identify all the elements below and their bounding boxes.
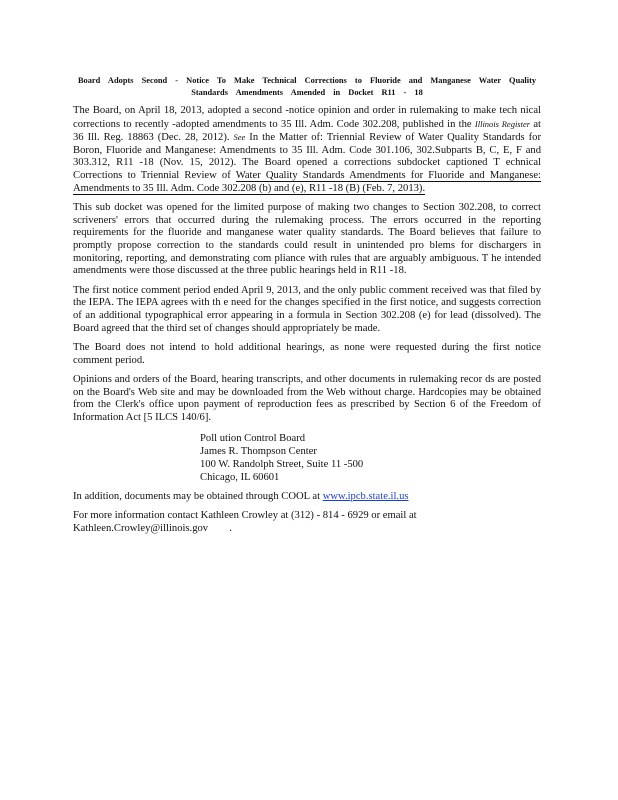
board-address [200, 432, 541, 484]
paragraph-hearings: The Board does not intend to hold additional hearings, as none were requested during the first notice comment period. [73, 342, 541, 366]
address-line-3: 100 W. Randolph Street, Suite 11 -500 [200, 458, 364, 470]
p1-see: See [233, 132, 246, 143]
paragraph-contact [73, 510, 541, 535]
contact-text: For more information contact Kathleen Crowley at (312) - 814 - 6929 or email at [73, 510, 417, 522]
address-line-1: Poll ution Control Board [200, 432, 306, 444]
p1-text-a: The Board, on April 18, 2013, adopted a second -notice opinion and order in rulemaking to make tech nical corrections to recently -adopted amendments to 35 Ill. Adm. Code 302.208, published in the [73, 105, 541, 130]
p1-docket-caption: Water Quality Standards Amendments for Fluoride and Manganese: Amendments to 35 Ill. Adm. Code 302.208 (b) and (e), R11 -18 (B) (Feb. 7, 2013). [73, 169, 541, 194]
paragraph-subdocket: This sub docket was opened for the limited purpose of making two changes to Section 302.208, to correct scriveners' errors that occurred during the rulemaking process. The errors occurred in the reporting requirements for the fluoride and manganese water quality standards. The Board believes that failure to promptly propose correction to the standards could result in unintended pro blems for dischargers in monitoring, reporting, and demonstrating com pliance with rules that are arguably ambiguous. T he intended amendments were those discussed at the three public hearings held in R11 -18. [73, 202, 541, 277]
document-body [73, 105, 541, 542]
cool-text: In addition, documents may be obtained through COOL at [73, 490, 323, 502]
website-link[interactable]: www.ipcb.state.il.us [322, 490, 409, 502]
contact-end: . [229, 522, 232, 534]
paragraph-cool [73, 491, 541, 504]
paragraph-adoption [73, 105, 541, 195]
paragraph-comments: The first notice comment period ended April 9, 2013, and the only public comment received was that filed by the IEPA. The IEPA agrees with th e need for the changes specified in the first notice, and suggests correction of an additional typographical error appearing in a formula in Section 302.208 (e) for lead (dissolved). The Board agreed that the third set of changes should appropriately be made. [73, 284, 541, 334]
paragraph-documents: Opinions and orders of the Board, hearing transcripts, and other documents in rulemaking recor ds are posted on the Board's Web site and may be downloaded from the Web without charge. Hardcopies may be obtained from the Clerk's office upon payment of reproduction fees as prescribed by Section 6 of the Freedom of Information Act [5 ILCS 140/6]. [73, 374, 541, 424]
document-title: Board Adopts Second - Notice To Make Technical Corrections to Fluoride and Manganese Water Quality Standards Amendments Amended in Docket R11 - 18 [77, 76, 537, 97]
p1-text-c: at 36 Ill. Reg. 18863 (Dec. 28, 2012). [73, 118, 541, 144]
p1-text-e: In the Matter of: Triennial Review of Water Quality Standards for Boron, Fluoride and Manganese: Amendments to 35 Ill. Adm. Code 301.106, 302.Subparts B, C, E, F and 303.312, R11 -18 (Nov. 15, 2012). The Board opened a corrections subdocket captioned T echnical Corrections to Triennial Review of [73, 132, 541, 181]
address-line-4: Chicago, IL 60601 [200, 471, 280, 483]
address-line-2: James R. Thompson Center [200, 445, 317, 457]
p1-journal-name: Illinois Register [474, 118, 531, 129]
contact-email[interactable]: Kathleen.Crowley@illinois.gov [73, 522, 209, 534]
